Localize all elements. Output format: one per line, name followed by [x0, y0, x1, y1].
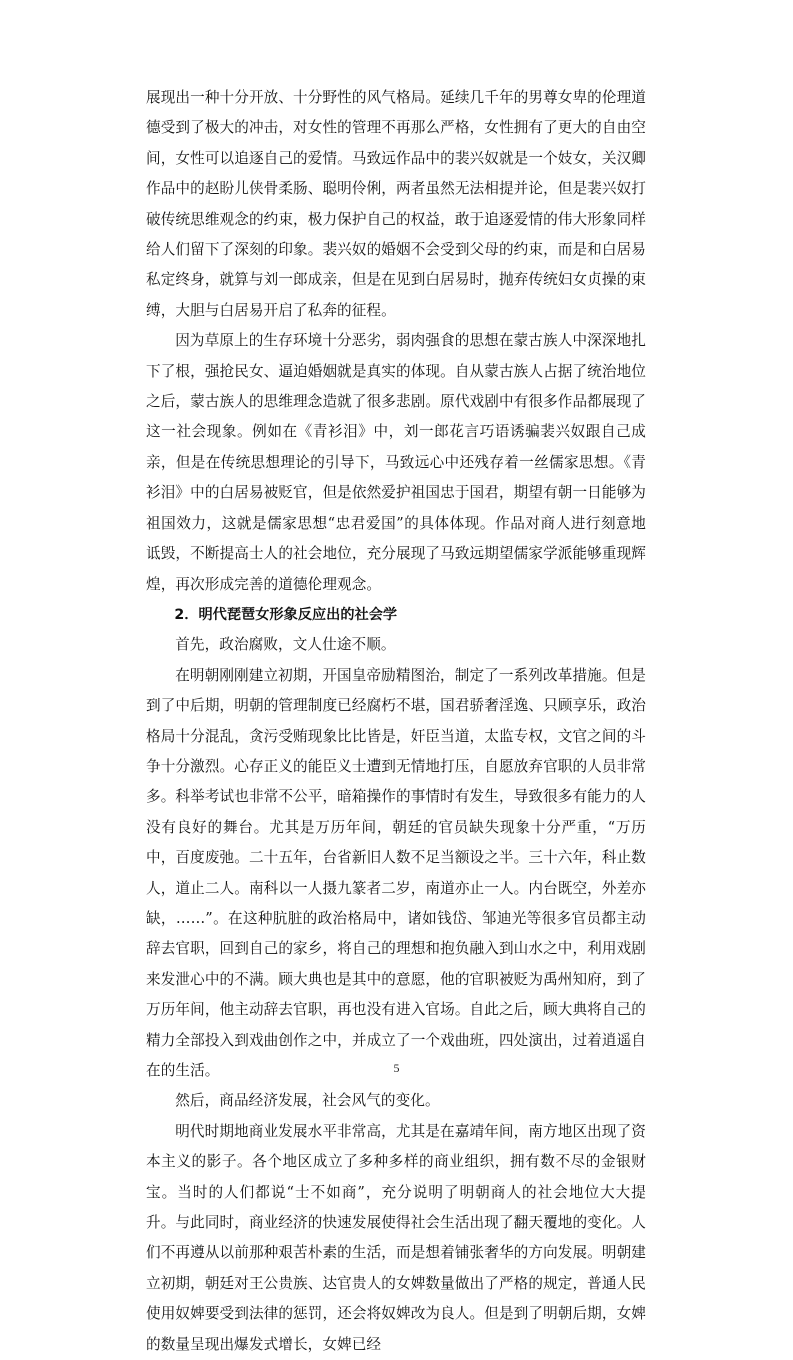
paragraph-politics-intro: 首先，政治腐败，文人仕途不顺。 — [175, 636, 396, 654]
paragraph-ming-politics: 在明朝刚刚建立初期，开国皇帝励精图治，制定了一系列改革措施。但是到了中后期，明朝的管理制度已经腐朽不堪，国君骄奢淫逸、只顾享乐，政治格局十分混乱，贪污受贿现象比比皆是，奸臣当道，太监专权，文官之间的斗争十分激烈。心存正义的能臣义士遭到无情地打压，自愿放弃官职的人员非常多。科举考试也非常不公平，暗箱操作的事情时有发生，导致很多有能力的人没有良好的舞台。尤其是万历年间，朝廷的官员缺失现象十分严重，“万历中，百度废弛。二十五年，台省新旧人数不足当额设之半。三十六年，科止数人，道止二人。南科以一人摄九篆者二岁，南道亦止一人。内台既空，外差亦缺，……”。在这种肮脏的政治格局中，诸如钱岱、邹迪光等很多官员都主动辞去官职，回到自己的家乡，将自己的理想和抱负融入到山水之中，利用戏剧来发泄心中的不满。顾大典也是其中的意愿，他的官职被贬为禹州知府，到了万历年间，他主动辞去官职，再也没有进入官场。自此之后，顾大典将自己的精力全部投入到戏曲创作之中，并成立了一个戏曲班，四处演出，过着逍遥自在的生活。 — [146, 666, 646, 1079]
page-body — [146, 83, 646, 1360]
paragraph-grassland: 因为草原上的生存环境十分恶劣，弱肉强食的思想在蒙古族人中深深地扎下了根，强抢民女、逼迫婚姻就是真实的体现。自从蒙古族人占据了统治地位之后，蒙古族人的思维理念造就了很多悲剧。原代戏剧中有很多作品都展现了这一社会现象。例如在《青衫泪》中，刘一郎花言巧语诱骗裴兴奴跟自己成亲，但是在传统思想理论的引导下，马致远心中还残存着一丝儒家思想。《青衫泪》中的白居易被贬官，但是依然爱护祖国忠于国君，期望有朝一日能够为祖国效力，这就是儒家思想“忠君爱国”的具体体现。作品对商人进行刻意地诋毁，不断提高士人的社会地位，充分展现了马致远期望儒家学派能够重现辉煌，再次形成完善的道德伦理观念。 — [146, 332, 646, 593]
paragraph-continued: 展现出一种十分开放、十分野性的风气格局。延续几千年的男尊女卑的伦理道德受到了极大的冲击，对女性的管理不再那么严格，女性拥有了更大的自由空间，女性可以追逐自己的爱情。马致远作品中的裴兴奴就是一个妓女，关汉卿作品中的赵盼儿侠骨柔肠、聪明伶俐，两者虽然无法相提并论，但是裴兴奴打破传统思维观念的约束，极力保护自己的权益，敢于追逐爱情的伟大形象同样给人们留下了深刻的印象。裴兴奴的婚姻不会受到父母的约束，而是和白居易私定终身，就算与刘一郎成亲，但是在见到白居易时，抛弃传统妇女贞操的束缚，大胆与白居易开启了私奔的征程。 — [146, 89, 646, 319]
section-heading: 2．明代琵琶女形象反应出的社会学 — [174, 606, 398, 623]
paragraph-ming-economy: 明代时期地商业发展水平非常高，尤其是在嘉靖年间，南方地区出现了资本主义的影子。各个地区成立了多种多样的商业组织，拥有数不尽的金银财宝。当时的人们都说“士不如商”，充分说明了明朝商人的社会地位大大提升。与此同时，商业经济的快速发展使得社会生活出现了翻天覆地的变化。人们不再遵从以前那种艰苦朴素的生活，而是想着铺张奢华的方向发展。明朝建立初期，朝廷对王公贵族、达官贵人的女婢数量做出了严格的规定，普通人民使用奴婢要受到法律的惩罚，还会将奴婢改为良人。但是到了明朝后期，女婢的数量呈现出爆发式增长，女婢已经 — [146, 1122, 646, 1353]
paragraph-economy-intro: 然后，商品经济发展，社会风气的变化。 — [175, 1092, 440, 1110]
page-number: 5 — [393, 1061, 400, 1075]
